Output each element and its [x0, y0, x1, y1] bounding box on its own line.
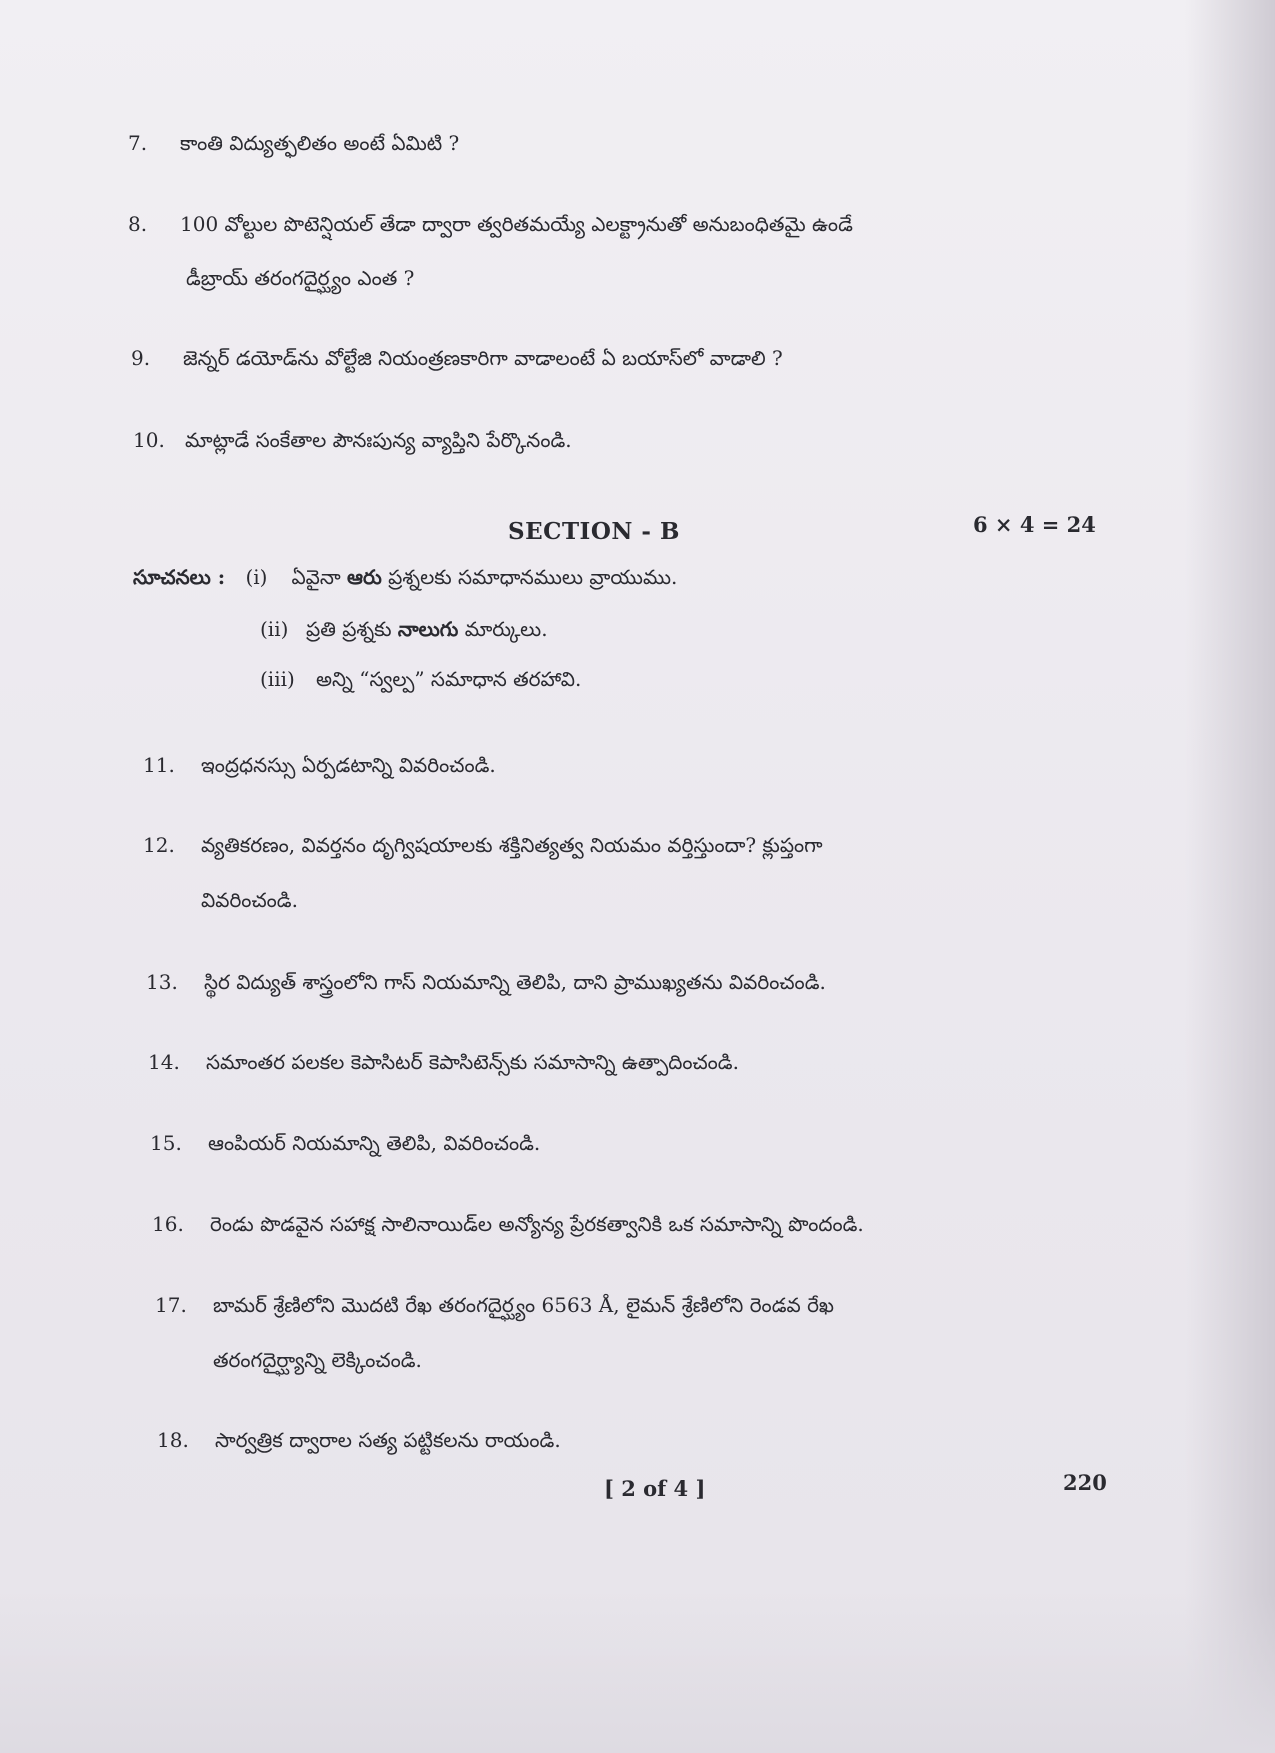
- instruction-tag: (iii): [260, 667, 295, 691]
- question-16: [152, 1209, 864, 1239]
- question-8: [128, 209, 853, 239]
- paper-code: 220: [1063, 1470, 1107, 1495]
- instruction-1: [133, 562, 677, 592]
- question-13: [146, 967, 826, 997]
- question-number: 14.: [148, 1050, 180, 1074]
- question-8-continued: డీబ్రాయ్ తరంగదైర్ఘ్యం ఎంత ?: [186, 266, 415, 290]
- question-number: 18.: [157, 1428, 189, 1452]
- instruction-tag: (ii): [260, 617, 289, 641]
- instruction-text: ఏవైనా: [291, 565, 348, 589]
- question-number: 16.: [152, 1212, 184, 1236]
- question-14: [148, 1047, 739, 1077]
- question-number: 10.: [133, 428, 165, 452]
- instructions-label: సూచనలు :: [133, 565, 226, 589]
- question-number: 8.: [128, 212, 148, 236]
- question-text: బామర్ శ్రేణిలోని మొదటి రేఖ తరంగదైర్ఘ్యం 6563 Å, లైమన్ శ్రేణిలోని రెండవ రేఖ: [213, 1293, 835, 1317]
- question-number: 7.: [128, 131, 148, 155]
- question-15: [150, 1128, 540, 1158]
- question-9: [131, 343, 783, 373]
- page-shadow-bottom: [0, 1593, 1275, 1753]
- question-number: 15.: [150, 1131, 182, 1155]
- question-text: ఆంపియర్ నియమాన్ని తెలిపి, వివరించండి.: [208, 1131, 541, 1155]
- question-text: ఇంద్రధనస్సు ఏర్పడటాన్ని వివరించండి.: [201, 753, 496, 777]
- question-11: [143, 750, 496, 780]
- question-text: స్థిర విద్యుత్ శాస్త్రంలోని గాస్ నియమాన్ని తెలిపి, దాని ప్రాముఖ్యతను వివరించండి.: [204, 970, 826, 994]
- page-shadow-right: [1185, 0, 1275, 1753]
- question-text: మాట్లాడే సంకేతాల పౌనఃపున్య వ్యాప్తిని పేర్కొనండి.: [185, 428, 572, 452]
- instruction-emphasis: ఆరు: [347, 565, 382, 589]
- question-text: 100 వోల్టుల పొటెన్షియల్ తేడా ద్వారా త్వరితమయ్యే ఎలక్ట్రానుతో అనుబంధితమై ఉండే: [180, 212, 853, 236]
- section-title: SECTION - B: [508, 518, 680, 545]
- question-7: [128, 128, 459, 158]
- question-text: సార్వత్రిక ద్వారాల సత్య పట్టికలను రాయండి.: [215, 1428, 561, 1452]
- instruction-text: ప్రశ్నలకు సమాధానములు వ్రాయుము.: [381, 565, 678, 589]
- question-17: [155, 1290, 834, 1320]
- instruction-text: ప్రతి ప్రశ్నకు: [306, 617, 398, 641]
- question-number: 12.: [143, 833, 175, 857]
- instruction-tag: (i): [245, 565, 268, 589]
- question-10: [133, 425, 572, 455]
- question-text: జెన్నర్ డయోడ్‌ను వోల్టేజి నియంత్రణకారిగా వాడాలంటే ఏ బయాస్‌లో వాడాలి ?: [183, 346, 783, 370]
- question-12-continued: వివరించండి.: [201, 888, 298, 912]
- question-number: 11.: [143, 753, 175, 777]
- question-number: 13.: [146, 970, 178, 994]
- instruction-text: అన్ని “స్వల్ప” సమాధాన తరహావి.: [316, 667, 582, 691]
- question-text: రెండు పొడవైన సహాక్ష సాలినాయిడ్‌ల అన్యోన్య ప్రేరకత్వానికి ఒక సమాసాన్ని పొందండి.: [210, 1212, 864, 1236]
- question-text: కాంతి విద్యుత్ఫలితం అంటే ఏమిటి ?: [180, 131, 460, 155]
- question-number: 17.: [155, 1293, 187, 1317]
- section-marks: 6 × 4 = 24: [973, 512, 1096, 537]
- instruction-2: [260, 614, 548, 644]
- instruction-3: [260, 664, 581, 694]
- question-18: [157, 1425, 561, 1455]
- question-17-continued: తరంగదైర్ఘ్యాన్ని లెక్కించండి.: [213, 1348, 422, 1372]
- question-text: వ్యతికరణం, వివర్తనం దృగ్విషయాలకు శక్తినిత్యత్వ నియమం వర్తిస్తుందా? క్లుప్తంగా: [201, 833, 823, 857]
- question-number: 9.: [131, 346, 151, 370]
- question-text: సమాంతర పలకల కెపాసిటర్ కెపాసిటెన్స్‌కు సమాసాన్ని ఉత్పాదించండి.: [206, 1050, 739, 1074]
- instruction-text: మార్కులు.: [458, 617, 548, 641]
- instruction-emphasis: నాలుగు: [397, 617, 459, 641]
- question-12: [143, 830, 823, 860]
- page-number: [ 2 of 4 ]: [604, 1476, 706, 1501]
